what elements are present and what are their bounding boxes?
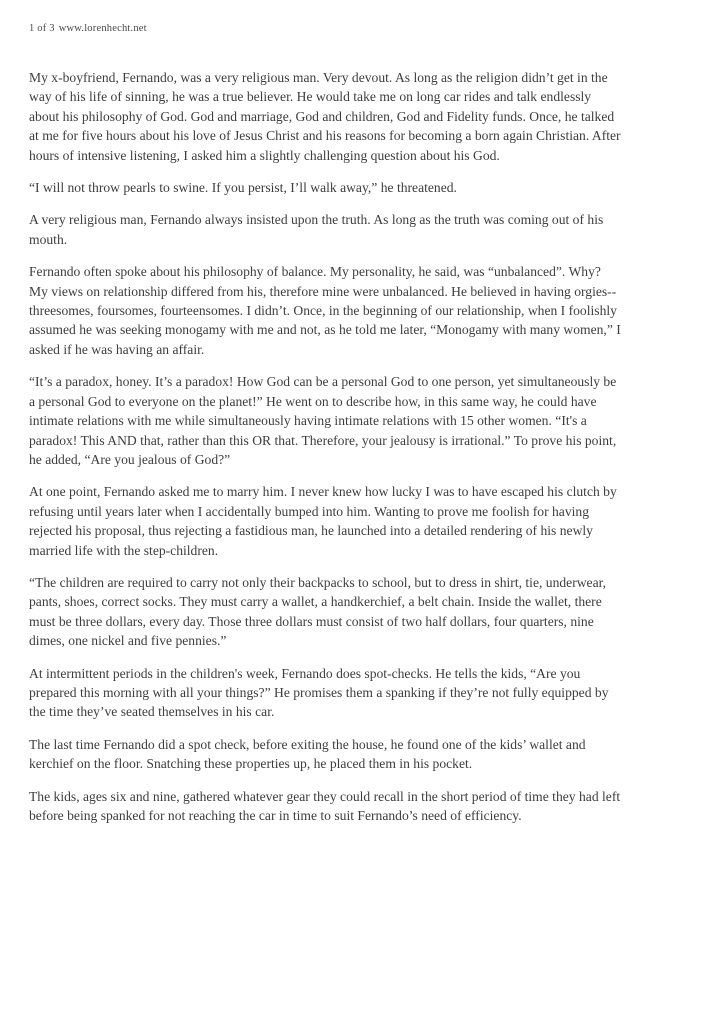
paragraph: The kids, ages six and nine, gathered whatever gear they could recall in the short period of time they had left before being spanked for not reaching the car in time to suit Fernando’s need of efficiency.	[29, 788, 621, 823]
paragraph: The last time Fernando did a spot check, before exiting the house, he found one of the kids’ wallet and kerchief on the floor. Snatching these properties up, he placed them in his pocket.	[29, 736, 586, 772]
paragraph: At intermittent periods in the children's week, Fernando does spot-checks. He tells the kids, “Are you prepared this morning with all your things?” He promises them a spanking if they’re not fully equipped by the time they’ve seated themselves in his car.	[29, 665, 609, 720]
page-header	[29, 23, 147, 34]
paragraph: “It’s a paradox, honey. It’s a paradox! How God can be a personal God to one person, yet simultaneously be a personal God to everyone on the planet!” He went on to describe how, in this same way, he could have intimate relations with me while simultaneously having intimate relations with 15 other women. “It's a paradox! This AND that, rather than this OR that. Therefore, your jealousy is irrational.” To prove his point, he added, “Are you jealous of God?”	[29, 374, 617, 467]
paragraph: At one point, Fernando asked me to marry him. I never knew how lucky I was to have escaped his clutch by refusing until years later when I accidentally bumped into him. Wanting to prove me foolish for having rejected his proposal, thus rejecting a fastidious man, he launched into a detailed rendering of his newly married life with the step-children.	[29, 484, 617, 558]
site-url-label: www.lorenhecht.net	[58, 23, 147, 34]
paragraph: My x-boyfriend, Fernando, was a very religious man. Very devout. As long as the religion didn’t get in the way of his life of sinning, he was a true believer. He would take me on long car rides and talk endlessly about his philosophy of God. God and marriage, God and children, God and Fidelity funds. Once, he talked at me for five hours about his love of Jesus Christ and his reasons for becoming a born again Christian. After hours of intensive listening, I asked him a slightly challenging question about his God.	[29, 70, 621, 163]
paragraph: A very religious man, Fernando always insisted upon the truth. As long as the truth was coming out of his mouth.	[29, 212, 604, 247]
page-count-label: 1 of 3	[29, 23, 55, 34]
paragraph: Fernando often spoke about his philosophy of balance. My personality, he said, was “unbalanced”. Why? My views on relationship differed from his, therefore mine were unbalanced. He believed in having orgies-- threesomes, foursomes, fourteensomes. I didn’t. Once, in the beginning of our relationship, when I foolishly assumed he was seeking monogamy with me and not, as he told me later, “Monogamy with many women,” I asked if he was having an affair.	[29, 264, 621, 357]
document-body	[29, 68, 623, 838]
paragraph: “I will not throw pearls to swine. If you persist, I’ll walk away,” he threatened.	[29, 180, 457, 196]
paragraph: “The children are required to carry not only their backpacks to school, but to dress in shirt, tie, underwear, pants, shoes, correct socks. They must carry a wallet, a handkerchief, a belt chain. Inside the wallet, there must be three dollars, every day. Those three dollars must consist of two half dollars, four quarters, nine dimes, one nickel and five pennies.”	[29, 574, 606, 649]
